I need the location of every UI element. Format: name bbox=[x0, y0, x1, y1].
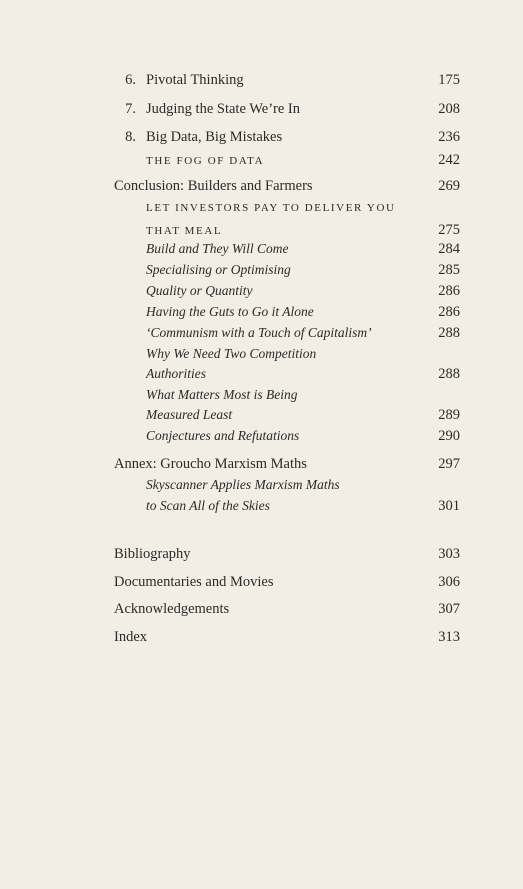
section-title: Conjectures and Refutations bbox=[146, 428, 300, 443]
page-number: 297 bbox=[438, 456, 460, 472]
page-number: 288 bbox=[438, 325, 460, 341]
toc-entry bbox=[114, 178, 460, 195]
page-number: 303 bbox=[438, 546, 460, 562]
toc-subentry bbox=[146, 152, 460, 169]
page-number: 306 bbox=[438, 574, 460, 590]
section-title: Specialising or Optimising bbox=[146, 262, 291, 277]
chapter-title: Index bbox=[114, 629, 148, 645]
toc-subentry bbox=[146, 346, 460, 362]
toc-subentry bbox=[146, 407, 460, 424]
page-number: 290 bbox=[438, 428, 460, 444]
chapter-number: 8. bbox=[125, 129, 136, 145]
page-number: 236 bbox=[438, 129, 460, 145]
toc-entry bbox=[114, 574, 460, 591]
chapter-title: Bibliography bbox=[114, 546, 191, 562]
page-number: 285 bbox=[438, 262, 460, 278]
page-number: 269 bbox=[438, 178, 460, 194]
chapter-title: Pivotal Thinking bbox=[146, 72, 244, 88]
toc-subentry bbox=[146, 366, 460, 383]
section-title: LET INVESTORS PAY TO DELIVER YOU bbox=[146, 202, 396, 214]
toc-subentry bbox=[146, 202, 460, 214]
toc-subentry bbox=[146, 477, 460, 493]
section-title: Build and They Will Come bbox=[146, 241, 289, 256]
section-title: Why We Need Two Competition bbox=[146, 346, 317, 361]
chapter-title: Big Data, Big Mistakes bbox=[146, 129, 283, 145]
toc-subentry bbox=[146, 498, 460, 515]
chapter-title: Conclusion: Builders and Farmers bbox=[114, 178, 313, 194]
page-number: 313 bbox=[438, 629, 460, 645]
chapter-number: 7. bbox=[125, 101, 136, 117]
chapter-title: Judging the State We’re In bbox=[146, 101, 300, 117]
toc-entry bbox=[114, 129, 460, 146]
page-number: 284 bbox=[438, 241, 460, 257]
toc-subentry bbox=[146, 387, 460, 403]
toc-entry bbox=[114, 101, 460, 118]
page-number: 307 bbox=[438, 601, 460, 617]
toc-entry bbox=[114, 72, 460, 89]
page-number: 208 bbox=[438, 101, 460, 117]
toc-subentry bbox=[146, 241, 460, 258]
page-number: 301 bbox=[438, 498, 460, 514]
section-title: Skyscanner Applies Marxism Maths bbox=[146, 477, 340, 492]
page-number: 286 bbox=[438, 283, 460, 299]
chapter-title: Annex: Groucho Marxism Maths bbox=[114, 456, 307, 472]
section-title: What Matters Most is Being bbox=[146, 387, 298, 402]
chapter-title: Documentaries and Movies bbox=[114, 574, 274, 590]
toc-subentry bbox=[146, 428, 460, 445]
toc-entry bbox=[114, 456, 460, 473]
toc-entry bbox=[114, 601, 460, 618]
chapter-number: 6. bbox=[125, 72, 136, 88]
page-number: 175 bbox=[438, 72, 460, 88]
section-title: ‘Communism with a Touch of Capitalism’ bbox=[146, 325, 372, 340]
section-title: THE FOG OF DATA bbox=[146, 155, 265, 167]
toc-entry bbox=[114, 629, 460, 646]
toc-subentry bbox=[146, 262, 460, 279]
section-title: Having the Guts to Go it Alone bbox=[146, 304, 314, 319]
toc-subentry bbox=[146, 222, 460, 239]
page-number: 289 bbox=[438, 407, 460, 423]
section-title: THAT MEAL bbox=[146, 225, 223, 237]
page-number: 286 bbox=[438, 304, 460, 320]
toc-entry bbox=[114, 546, 460, 563]
toc-subentry bbox=[146, 304, 460, 321]
toc-subentry bbox=[146, 325, 460, 342]
section-title: Authorities bbox=[146, 366, 206, 381]
section-title: to Scan All of the Skies bbox=[146, 498, 270, 513]
page-number: 242 bbox=[438, 152, 460, 168]
toc-subentry bbox=[146, 283, 460, 300]
section-title: Quality or Quantity bbox=[146, 283, 253, 298]
section-title: Measured Least bbox=[146, 407, 233, 422]
page-number: 275 bbox=[438, 222, 460, 238]
chapter-title: Acknowledgements bbox=[114, 601, 230, 617]
page-number: 288 bbox=[438, 366, 460, 382]
